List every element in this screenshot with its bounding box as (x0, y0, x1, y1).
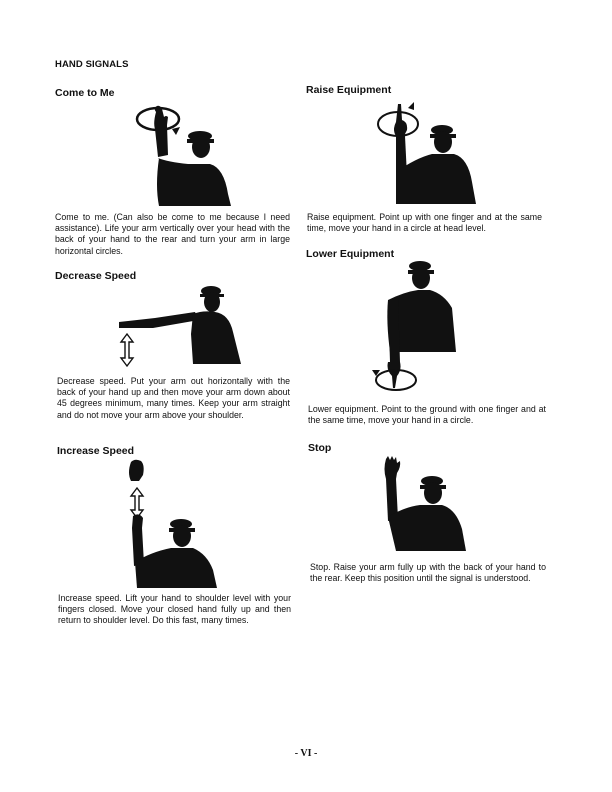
stop-figure (380, 455, 475, 555)
lower-equipment-figure (360, 260, 470, 395)
raise-equipment-figure (370, 96, 480, 206)
come-to-me-figure (130, 98, 240, 208)
page-number: - VI - (294, 748, 318, 759)
raise-equipment-description: Raise equipment. Point up with one finger and at the same time, move your hand in a circle at head level. (307, 212, 542, 234)
come-to-me-title: Come to Me (55, 87, 115, 99)
stop-title: Stop (308, 442, 332, 454)
raise-equipment-title: Raise Equipment (306, 84, 392, 96)
lower-equipment-description: Lower equipment. Point to the ground with one finger and at the same time, move your hand in a circle. (308, 404, 546, 426)
come-to-me-description: Come to me. (Can also be come to me because I need assistance). Life your arm vertically over your head with the back of your hand to the rear and turn your arm in large horizontal circles. (55, 212, 290, 256)
increase-speed-figure (125, 458, 225, 588)
page-heading: HAND SIGNALS (55, 59, 129, 70)
decrease-speed-title: Decrease Speed (55, 270, 137, 282)
lower-equipment-title: Lower Equipment (306, 248, 395, 260)
decrease-speed-figure (115, 282, 255, 372)
increase-speed-title: Increase Speed (57, 445, 135, 457)
decrease-speed-description: Decrease speed. Put your arm out horizontally with the back of your hand up and then move your arm down about 45 degrees minimum, many times. Keep your arm straight and do not move your arm above your shoulder. (57, 376, 290, 420)
stop-description: Stop. Raise your arm fully up with the back of your hand to the rear. Keep this position until the signal is understood. (310, 562, 546, 584)
increase-speed-description: Increase speed. Lift your hand to shoulder level with your fingers closed. Move your closed hand fully up and then return to shoulder level. Do this fast, many times. (58, 593, 291, 626)
